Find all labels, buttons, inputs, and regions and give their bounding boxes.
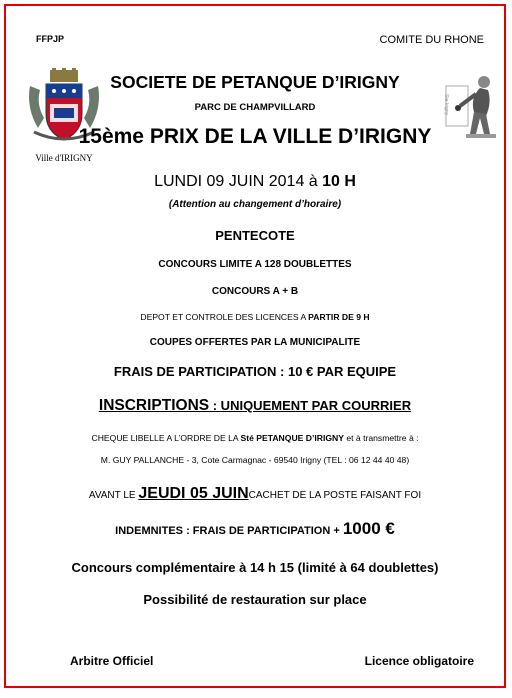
postal-address: M. GUY PALLANCHE - 3, Cote Carmagnac - 69540 Irigny (TEL : 06 12 44 40 48) bbox=[100, 455, 410, 465]
licence-check: DEPOT ET CONTROLE DES LICENCES A PARTIR DE 9 H bbox=[140, 312, 370, 322]
club-name: SOCIETE DE PETANQUE D’IRIGNY bbox=[110, 72, 400, 92]
venue: PARC DE CHAMPVILLARD bbox=[194, 102, 316, 113]
deadline-line: AVANT LE JEUDI 05 JUINCACHET DE LA POSTE FAISANT FOI bbox=[88, 485, 422, 502]
player-image-text: Ste Irigny bbox=[443, 94, 449, 116]
official-referee: Arbitre Officiel bbox=[70, 654, 154, 668]
cups-offered: COUPES OFFERTES PAR LA MUNICIPALITE bbox=[149, 337, 361, 348]
comite-label: COMITE DU RHONE bbox=[379, 34, 484, 46]
event-date: LUNDI 09 JUIN 2014 à 10 H bbox=[154, 173, 356, 190]
ffpjp-label: FFPJP bbox=[36, 34, 65, 44]
coat-caption: Ville d'IRIGNY bbox=[35, 153, 93, 163]
participation-fee: FRAIS DE PARTICIPATION : 10 € PAR EQUIPE bbox=[113, 364, 397, 379]
schedule-note: (Attention au changement d’horaire) bbox=[168, 199, 342, 210]
inscriptions-line: INSCRIPTIONS : UNIQUEMENT PAR COURRIER bbox=[98, 397, 412, 414]
mandatory-licence: Licence obligatoire bbox=[364, 654, 474, 668]
indemnities-line: INDEMNITES : FRAIS DE PARTICIPATION + 1000 € bbox=[115, 519, 395, 538]
cheque-instructions: CHEQUE LIBELLE A L’ORDRE DE LA Sté PETANQUE D’IRIGNY et à transmettre à : bbox=[91, 433, 419, 443]
complementary-concours: Concours complémentaire à 14 h 15 (limité à 64 doublettes) bbox=[71, 560, 439, 575]
flyer-page bbox=[4, 4, 506, 688]
concours-format: CONCOURS A + B bbox=[211, 286, 299, 297]
event-title: 15ème PRIX DE LA VILLE D’IRIGNY bbox=[78, 125, 432, 148]
holiday-label: PENTECOTE bbox=[215, 228, 295, 243]
catering-info: Possibilité de restauration sur place bbox=[143, 592, 367, 607]
doublettes-limit: CONCOURS LIMITE A 128 DOUBLETTES bbox=[158, 259, 352, 270]
